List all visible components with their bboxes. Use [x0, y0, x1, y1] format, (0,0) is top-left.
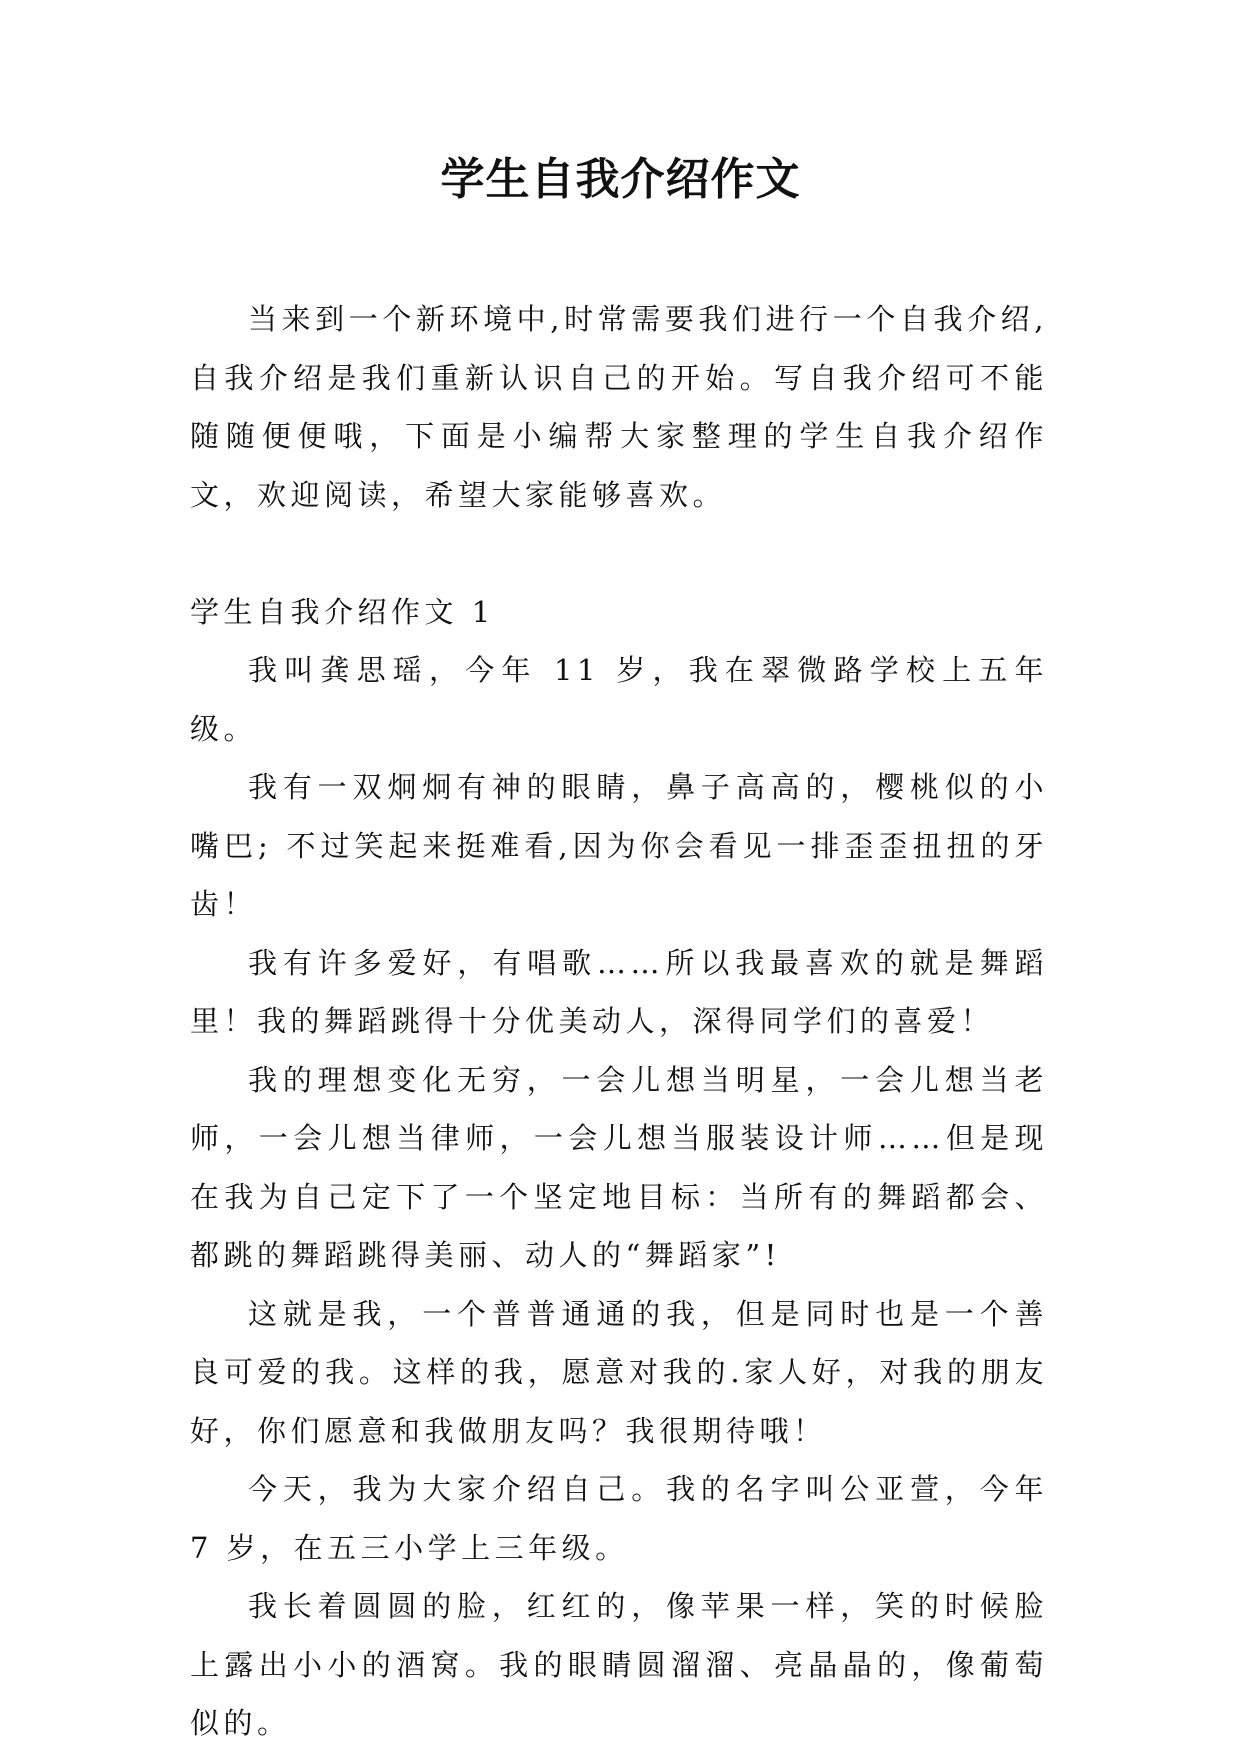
intro-paragraph: 当来到一个新环境中,时常需要我们进行一个自我介绍,自我介绍是我们重新认识自己的开始。写自我介绍可不能随随便便哦，下面是小编帮大家整理的学生自我介绍作文，欢迎阅读，希望大家能够喜欢。	[190, 302, 1048, 512]
body-paragraph-4: 我的理想变化无穷，一会儿想当明星，一会儿想当老师，一会儿想当律师，一会儿想当服装设计师……但是现在我为自己定下了一个坚定地目标：当所有的舞蹈都会、都跳的舞蹈跳得美丽、动人的“舞蹈家”!	[190, 1062, 1048, 1272]
section-heading: 学生自我介绍作文 1	[190, 594, 495, 629]
body-paragraph-1: 我叫龚思瑶，今年 11 岁，我在翠微路学校上五年级。	[190, 653, 1048, 746]
document-title: 学生自我介绍作文	[440, 154, 801, 205]
body-paragraph-6: 今天，我为大家介绍自己。我的名字叫公亚萱，今年 7 岁，在五三小学上三年级。	[190, 1472, 1048, 1565]
body-paragraph-2: 我有一双炯炯有神的眼睛，鼻子高高的，樱桃似的小嘴巴; 不过笑起来挺难看,因为你会看见一排歪歪扭扭的牙齿！	[190, 770, 1048, 921]
body-paragraph-5: 这就是我，一个普普通通的我，但是同时也是一个善良可爱的我。这样的我，愿意对我的.家人好，对我的朋友好，你们愿意和我做朋友吗？我很期待哦！	[190, 1296, 1048, 1448]
body-paragraph-3: 我有许多爱好，有唱歌……所以我最喜欢的就是舞蹈里！我的舞蹈跳得十分优美动人，深得同学们的喜爱！	[190, 945, 1048, 1038]
document-body	[190, 290, 1048, 1753]
body-paragraph-7: 我长着圆圆的脸，红红的，像苹果一样，笑的时候脸上露出小小的酒窝。我的眼睛圆溜溜、亮晶晶的，像葡萄似的。	[190, 1589, 1048, 1740]
